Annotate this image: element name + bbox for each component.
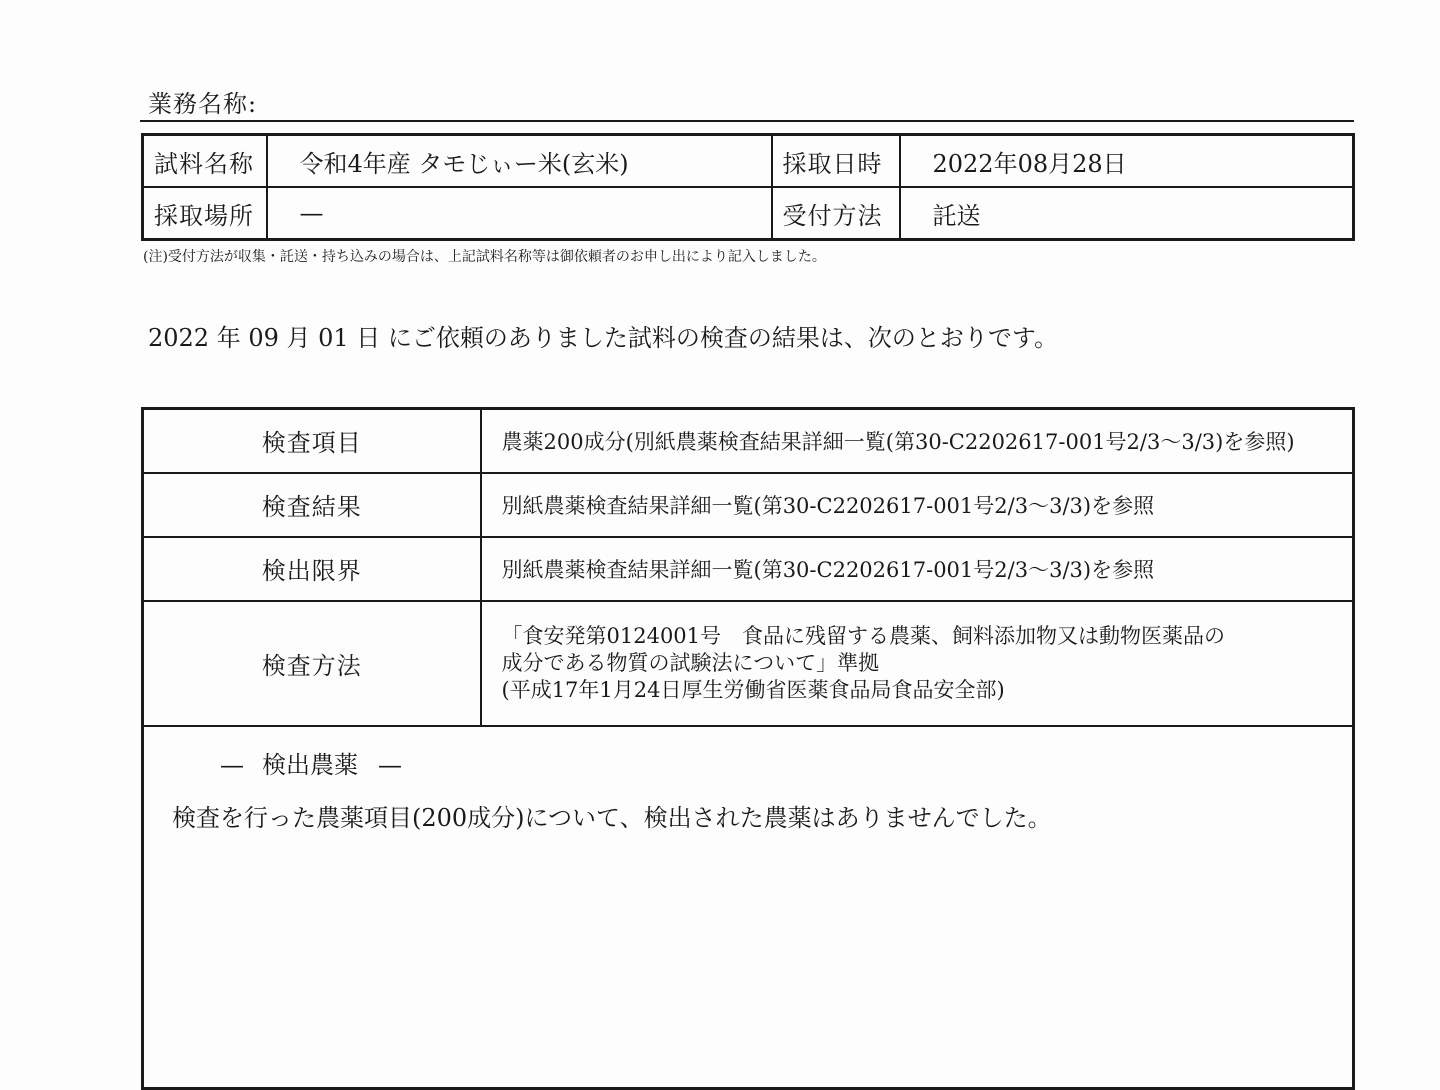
inspection-result-label: 検査結果 (143, 473, 481, 537)
reception-method-label: 受付方法 (772, 187, 900, 240)
inspection-result-value: 別紙農薬検査結果詳細一覧(第30-C2202617-001号2/3～3/3)を参照 (481, 473, 1354, 537)
detection-limit-value: 別紙農薬検査結果詳細一覧(第30-C2202617-001号2/3～3/3)を参照 (481, 537, 1354, 601)
method-line: (平成17年1月24日厚生労働省医薬食品局食品安全部) (501, 677, 1005, 702)
inspection-method-value (481, 601, 1354, 726)
footnote: (注)受付方法が収集・託送・持ち込みの場合は、上記試料名称等は御依頼者のお申し出により記入しました。 (143, 249, 826, 265)
detected-pesticides-title: 検出農薬 (262, 750, 358, 779)
sample-place-label: 採取場所 (143, 187, 267, 240)
table-row (143, 135, 1354, 188)
detected-pesticides-heading (220, 745, 1352, 780)
inspection-item-value: 農薬200成分(別紙農薬検査結果詳細一覧(第30-C2202617-001号2/3～3/3)を参照) (481, 409, 1354, 473)
table-row (143, 601, 1354, 726)
table-row (143, 409, 1354, 473)
business-name-label: 業務名称: (148, 90, 258, 118)
reception-method-value: 託送 (900, 187, 1354, 240)
sample-info-table (141, 133, 1355, 241)
heading-dash-left: — (220, 750, 244, 779)
heading-dash-right: — (378, 750, 402, 779)
sample-name-value: 令和4年産 タモじぃー米(玄米) (267, 135, 772, 188)
business-name-line (140, 120, 1354, 122)
detection-limit-label: 検出限界 (143, 537, 481, 601)
sample-name-label: 試料名称 (143, 135, 267, 188)
sample-date-label: 採取日時 (772, 135, 900, 188)
table-row (143, 473, 1354, 537)
sample-date-value: 2022年08月28日 (900, 135, 1354, 188)
method-line: 成分である物質の試験法について」準拠 (501, 650, 880, 675)
table-row (143, 187, 1354, 240)
method-line: 「食安発第0124001号 食品に残留する農薬、飼料添加物又は動物医薬品の (501, 623, 1226, 648)
intro-text: 2022 年 09 月 01 日 にご依頼のありました試料の検査の結果は、次のとおりです。 (148, 324, 1059, 352)
detected-pesticides-text: 検査を行った農薬項目(200成分)について、検出された農薬はありませんでした。 (172, 803, 1052, 832)
inspection-item-label: 検査項目 (143, 409, 481, 473)
sample-place-value: — (267, 187, 772, 240)
result-table (141, 407, 1355, 1090)
table-row (143, 726, 1354, 1089)
inspection-method-label: 検査方法 (143, 601, 481, 726)
table-row (143, 537, 1354, 601)
detected-pesticides-cell (143, 726, 1354, 1089)
